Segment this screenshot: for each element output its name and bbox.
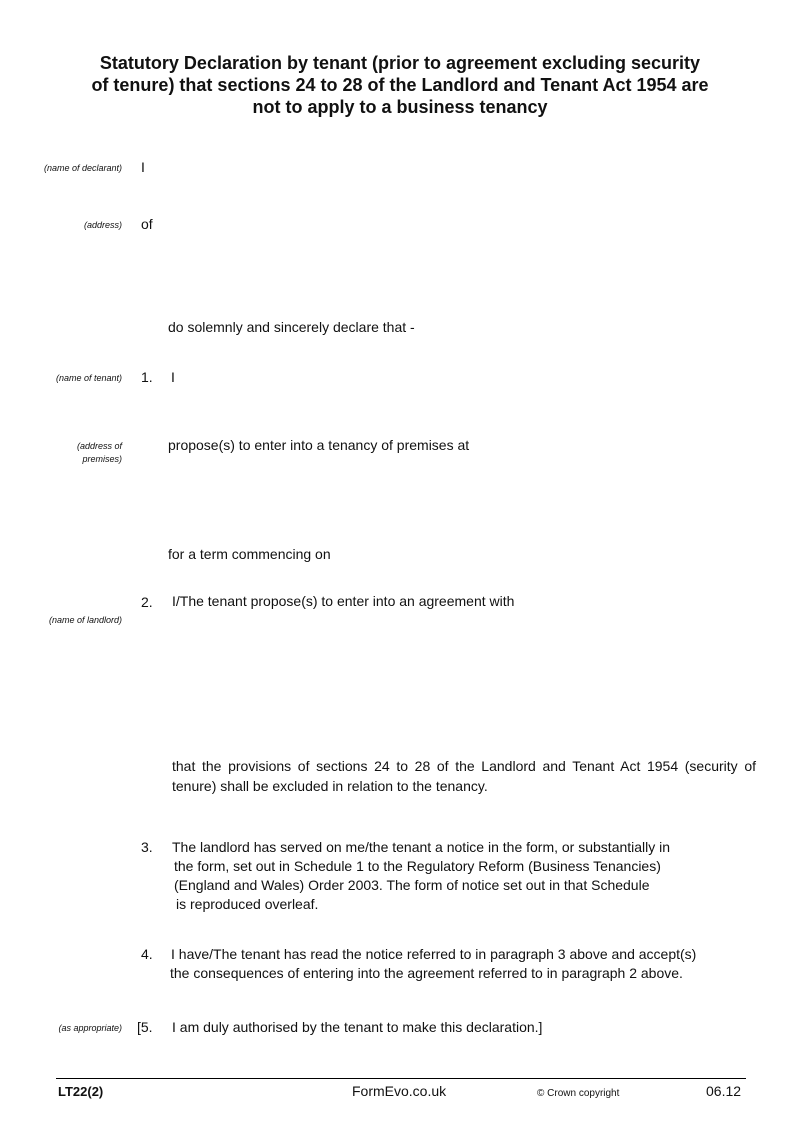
agreement-text: I/The tenant propose(s) to enter into an agreement with (172, 593, 515, 609)
address-of: of (141, 216, 153, 232)
item-5-number: [5. (137, 1019, 153, 1035)
footer-form-code: LT22(2) (58, 1084, 104, 1099)
margin-note-declarant: (name of declarant) (43, 163, 122, 173)
served-line-4: is reproduced overleaf. (176, 896, 319, 912)
item-1-i: I (171, 369, 175, 385)
read-line-2: the consequences of entering into the agreement referred to in paragraph 2 above. (170, 965, 683, 981)
declare-text: do solemnly and sincerely declare that - (168, 319, 415, 335)
footer-site: FormEvo.co.uk (352, 1083, 447, 1099)
footer-copyright: © Crown copyright (537, 1088, 620, 1099)
authorised-text: I am duly authorised by the tenant to make this declaration.] (172, 1019, 543, 1035)
item-1-number: 1. (141, 369, 153, 385)
footer-version: 06.12 (706, 1083, 742, 1099)
margin-note-landlord: (name of landlord) (48, 615, 122, 625)
footer-divider (56, 1078, 746, 1079)
margin-note-premises-line1: (address of (76, 441, 122, 451)
margin-note-premises-line2: premises) (82, 454, 122, 464)
read-line-1: I have/The tenant has read the notice referred to in paragraph 3 above and accept(s) (171, 946, 697, 962)
margin-note-address: (address) (83, 220, 122, 230)
served-line-2: the form, set out in Schedule 1 to the Regulatory Reform (Business Tenancies) (174, 858, 661, 874)
item-3-number: 3. (141, 839, 153, 855)
term-text: for a term commencing on (168, 546, 331, 562)
margin-note-premises (77, 440, 122, 466)
served-line-1: The landlord has served on me/the tenant a notice in the form, or substantially in (172, 839, 671, 855)
margin-note-tenant: (name of tenant) (55, 373, 122, 383)
declarant-i: I (141, 159, 145, 175)
provisions-text: that the provisions of sections 24 to 28 of the Landlord and Tenant Act 1954 (security of tenure) shall be excluded in relation to the tenancy. (172, 758, 756, 794)
form-title: Statutory Declaration by tenant (prior to agreement excluding security of tenure) that sections 24 to 28 of the Landlord and Tenant Act 1954 are not to apply to a business tenancy (91, 53, 709, 117)
margin-note-as-appropriate: (as appropriate) (58, 1023, 122, 1033)
item-4-number: 4. (141, 946, 153, 962)
item-2-number: 2. (141, 594, 153, 610)
served-line-3: (England and Wales) Order 2003. The form of notice set out in that Schedule (174, 877, 650, 893)
premises-text: propose(s) to enter into a tenancy of premises at (168, 437, 470, 453)
